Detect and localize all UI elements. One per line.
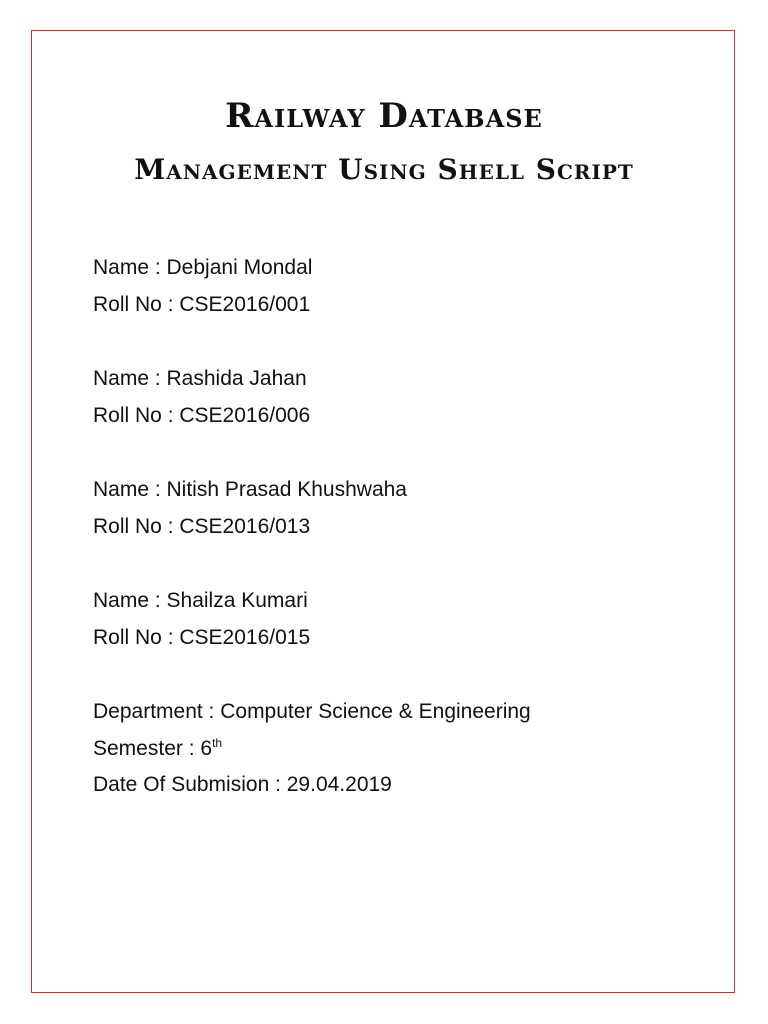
student-name-4: Name : Shailza Kumari	[93, 589, 308, 612]
student-name-2: Name : Rashida Jahan	[93, 367, 307, 390]
semester-line	[93, 736, 222, 762]
document-title: Railway Database	[225, 96, 543, 136]
student-roll-4: Roll No : CSE2016/015	[93, 626, 311, 649]
department-line: Department : Computer Science & Engineering	[93, 700, 531, 723]
student-name-1: Name : Debjani Mondal	[93, 256, 313, 279]
submission-date-line: Date Of Submision : 29.04.2019	[93, 773, 392, 796]
student-roll-2: Roll No : CSE2016/006	[93, 404, 311, 427]
student-roll-1: Roll No : CSE2016/001	[93, 293, 311, 316]
document-subtitle: Management Using Shell Script	[134, 153, 634, 186]
student-name-3: Name : Nitish Prasad Khushwaha	[93, 478, 407, 501]
semester-ordinal-suffix: th	[212, 736, 223, 750]
student-roll-3: Roll No : CSE2016/013	[93, 515, 311, 538]
semester-text: Semester : 6	[93, 737, 213, 760]
